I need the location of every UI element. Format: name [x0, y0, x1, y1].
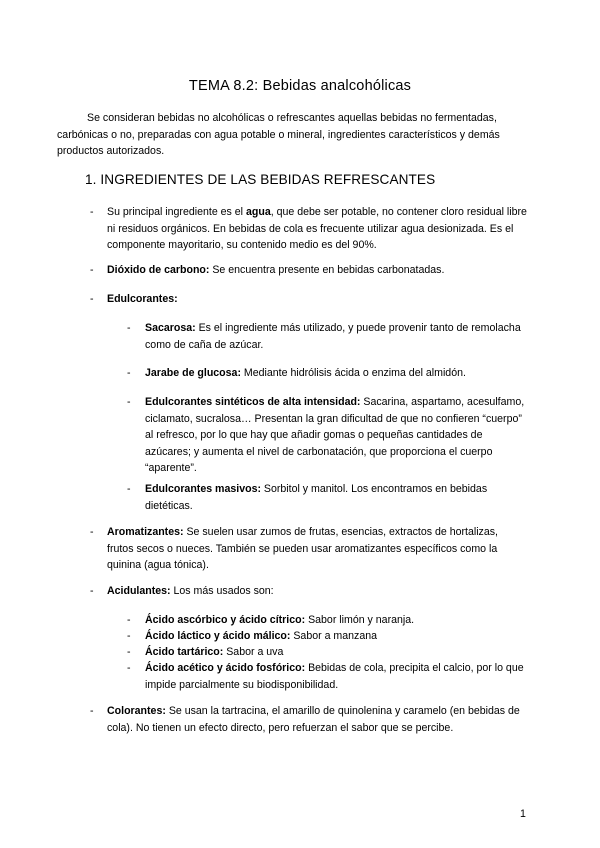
item-bold: Sacarosa:: [145, 322, 196, 334]
list-item-agua: [107, 204, 527, 254]
bullet-dash: -: [127, 646, 131, 658]
section-heading: 1. INGREDIENTES DE LAS BEBIDAS REFRESCANTES: [85, 172, 436, 187]
item-text: Es el ingrediente más utilizado, y puede provenir tanto de remolacha como de caña de azúcar.: [145, 322, 521, 351]
bullet-dash: -: [90, 585, 94, 597]
item-text: Sorbitol y manitol. Los encontramos en bebidas dietéticas.: [145, 483, 488, 512]
item-text: Sabor a uva: [223, 646, 284, 658]
item-text: Se encuentra presente en bebidas carbonatadas.: [209, 264, 445, 276]
list-item-acido-tartarico: [145, 644, 527, 661]
item-text: Sacarina, aspartamo, acesulfamo, ciclamato, sucralosa… Presentan la gran dificultad de que no confieren “cuerpo” al refresco, por lo que hay que añadir gomas o pequeñas cantidades de azúcares; y aumenta el nivel de carbonatación, que proporciona el cuerpo “aparente”.: [145, 396, 525, 474]
list-item-glucosa: [145, 365, 527, 382]
intro-paragraph: Se consideran bebidas no alcohólicas o refrescantes aquellas bebidas no fermentadas, carbónicas o no, preparadas con agua potable o mineral, ingredientes característicos y demás productos autorizados.: [57, 112, 500, 157]
item-bold: agua: [245, 206, 271, 218]
list-item-sinteticos: [145, 394, 527, 477]
item-bold: Edulcorantes sintéticos de alta intensidad:: [145, 396, 361, 408]
item-bold: Ácido tartárico:: [145, 646, 224, 658]
bullet-dash: -: [127, 662, 131, 674]
item-text: Se suelen usar zumos de frutas, esencias, extractos de hortalizas, frutos secos o nueces. También se pueden usar aromatizantes específicos como la quinina (agua tónica).: [107, 526, 498, 571]
item-text: Mediante hidrólisis ácida o enzima del almidón.: [240, 367, 466, 379]
item-text: Sabor a manzana: [290, 630, 377, 642]
item-bold: Acidulantes:: [107, 585, 171, 597]
list-item-aromatizantes: [107, 524, 527, 574]
bullet-dash: -: [90, 705, 94, 717]
bullet-dash: -: [90, 206, 94, 218]
bullet-dash: -: [127, 630, 131, 642]
bullet-dash: -: [127, 367, 131, 379]
list-item-acido-ascorbico: [145, 612, 527, 629]
list-item-edulcorantes: [107, 291, 527, 308]
item-text: , que debe ser potable, no contener cloro residual libre ni residuos orgánicos. En bebidas de cola es frecuente utilizar agua desionizada. Es el componente mayoritario, su contenido medio es del 90%.: [107, 206, 527, 251]
item-text: Sabor limón y naranja.: [305, 614, 415, 626]
list-item-co2: [107, 262, 527, 279]
list-item-masivos: [145, 481, 527, 514]
item-bold: Ácido láctico y ácido málico:: [145, 630, 291, 642]
item-bold: Ácido acético y ácido fosfórico:: [145, 662, 306, 674]
list-item-acido-acetico: [145, 660, 527, 693]
list-item-acido-lactico: [145, 628, 527, 645]
bullet-dash: -: [127, 322, 131, 334]
item-bold: Edulcorantes:: [107, 293, 178, 305]
bullet-dash: -: [127, 483, 131, 495]
list-item-colorantes: [107, 703, 527, 736]
bullet-dash: -: [90, 526, 94, 538]
item-text: Los más usados son:: [170, 585, 274, 597]
page-title: TEMA 8.2: Bebidas analcohólicas: [188, 78, 412, 94]
item-bold: Colorantes:: [107, 705, 166, 717]
item-text: Se usan la tartracina, el amarillo de quinolenina y caramelo (en bebidas de cola). No tienen un efecto directo, pero refuerzan el sabor que se percibe.: [107, 705, 520, 734]
bullet-dash: -: [127, 614, 131, 626]
page-number: 1: [520, 808, 526, 820]
item-bold: Jarabe de glucosa:: [145, 367, 241, 379]
item-text: Bebidas de cola, precipita el calcio, por lo que impide parcialmente su biodisponibilidad.: [145, 662, 524, 691]
bullet-dash: -: [90, 293, 94, 305]
item-bold: Ácido ascórbico y ácido cítrico:: [145, 614, 306, 626]
item-text: Su principal ingrediente es el: [107, 206, 246, 218]
bullet-dash: -: [127, 396, 131, 408]
list-item-sacarosa: [145, 320, 527, 353]
item-bold: Dióxido de carbono:: [107, 264, 210, 276]
item-bold: Aromatizantes:: [107, 526, 184, 538]
list-item-acidulantes: [107, 583, 527, 600]
item-bold: Edulcorantes masivos:: [145, 483, 261, 495]
bullet-dash: -: [90, 264, 94, 276]
